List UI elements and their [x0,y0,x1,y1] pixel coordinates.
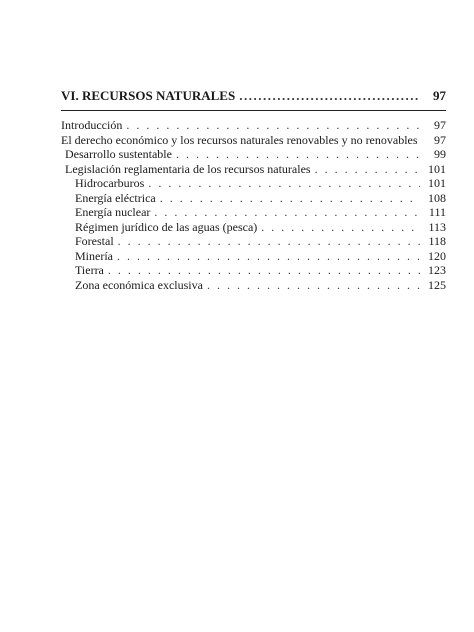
toc-entry-label: Minería [75,248,113,263]
toc-entry [61,263,446,278]
leader-dots [160,191,420,206]
toc-entry-label: Zona económica exclusiva [75,277,203,292]
toc-entry [61,162,446,177]
chapter-page-number: 97 [433,88,446,103]
toc-entry [61,191,446,206]
toc-entry [61,234,446,249]
toc-entry-page-number: 123 [428,263,446,277]
toc-entry [61,205,446,220]
toc-entry [61,118,446,133]
toc-entry-label: Hidrocarburos [75,176,145,190]
toc-entry-page-number: 97 [434,132,446,147]
heading-rule [61,110,446,111]
leader-dots [118,234,420,249]
toc-entry-page-number: 118 [428,234,446,248]
leader-dots [108,263,420,278]
toc-entry [61,278,446,293]
leader-dots [261,220,420,235]
toc-entry-label: Tierra [75,263,104,277]
toc-entry-label: Régimen jurídico de las aguas (pesca) [75,219,258,234]
toc-entry-page-number: 108 [428,190,446,205]
toc-entry-label: Energía nuclear [75,205,151,219]
toc-entry-page-number: 99 [434,147,446,161]
table-of-contents [61,88,446,292]
chapter-heading [61,88,446,110]
leader-dots [148,176,420,191]
toc-entry [61,133,446,148]
toc-entry-page-number: 111 [428,205,446,219]
leader-dots [207,278,420,293]
leader-dots [117,249,420,264]
leader-dots [154,205,420,220]
toc-entry-page-number: 120 [428,248,446,263]
toc-entry-label: Energía eléctrica [75,190,156,205]
toc-entry-page-number: 113 [428,219,446,234]
chapter-title: VI. RECURSOS NATURALES [61,88,236,103]
toc-entry-page-number: 125 [428,277,446,292]
leader-dots [126,118,420,133]
leader-dots [239,88,418,104]
toc-entry-label: Introducción [61,118,123,132]
toc-entry [61,249,446,264]
toc-entry [61,147,446,162]
toc-entry [61,220,446,235]
leader-dots [315,162,420,177]
toc-entry-label: El derecho económico y los recursos naturales renovables y no renovables [61,132,418,147]
toc-entry [61,176,446,191]
toc-entry-page-number: 101 [428,176,446,190]
leader-dots [176,147,420,162]
toc-entries [61,118,446,292]
toc-entry-label: Legislación reglamentaria de los recursos naturales [65,161,311,176]
toc-entry-page-number: 97 [434,118,446,132]
toc-entry-label: Forestal [75,234,114,248]
toc-entry-page-number: 101 [428,161,446,176]
toc-entry-label: Desarrollo sustentable [65,147,172,161]
